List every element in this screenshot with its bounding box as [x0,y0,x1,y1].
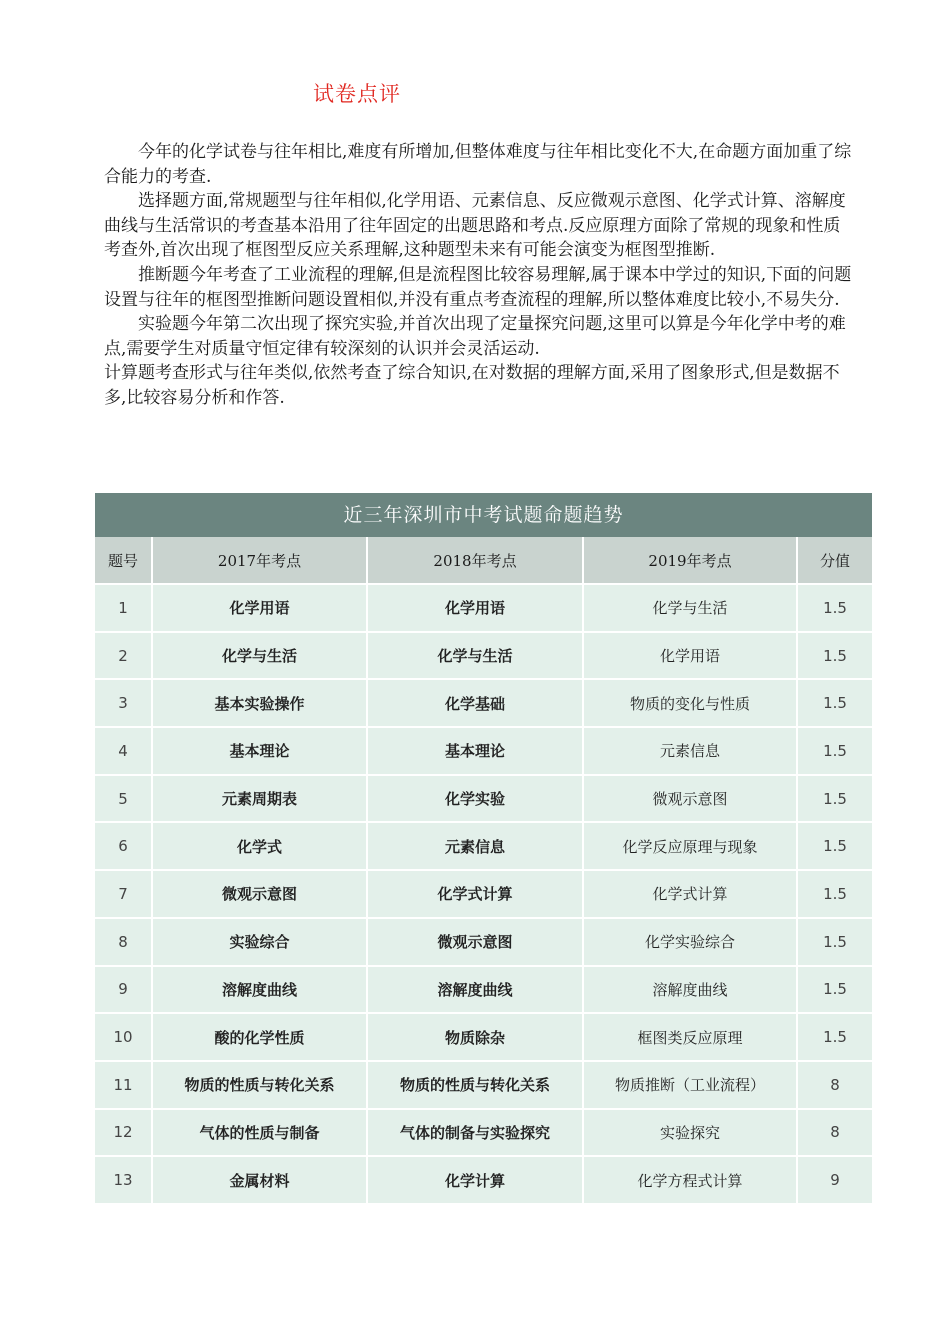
cell-topic-2017: 溶解度曲线 [152,966,367,1014]
trend-table [95,493,872,1203]
cell-topic-2017: 微观示意图 [152,870,367,918]
cell-score: 1.5 [797,727,872,775]
cell-topic-2017: 化学与生活 [152,632,367,680]
header-2017: 2017年考点 [152,537,367,584]
cell-score: 1.5 [797,775,872,823]
cell-question-number: 2 [95,632,152,680]
cell-score: 1.5 [797,822,872,870]
cell-topic-2018: 化学基础 [367,679,583,727]
cell-question-number: 12 [95,1109,152,1157]
table-header-row [95,537,872,584]
cell-score: 9 [797,1156,872,1203]
cell-topic-2018: 化学与生活 [367,632,583,680]
cell-topic-2019: 化学方程式计算 [583,1156,797,1203]
cell-topic-2019: 化学式计算 [583,870,797,918]
cell-topic-2017: 物质的性质与转化关系 [152,1061,367,1109]
paragraph-overall: 今年的化学试卷与往年相比,难度有所增加,但整体难度与往年相比变化不大,在命题方面加重了综合能力的考查. [104,142,852,187]
cell-question-number: 3 [95,679,152,727]
table-row [95,679,872,727]
cell-topic-2019: 化学反应原理与现象 [583,822,797,870]
table-row [95,1156,872,1203]
table-caption: 近三年深圳市中考试题命题趋势 [95,493,872,537]
cell-question-number: 9 [95,966,152,1014]
cell-score: 1.5 [797,632,872,680]
paragraph-experiment: 实验题今年第二次出现了探究实验,并首次出现了定量探究问题,这里可以算是今年化学中考的难点,需要学生对质量守恒定律有较深刻的认识并会灵活运动. [104,314,846,359]
cell-topic-2019: 实验探究 [583,1109,797,1157]
cell-topic-2017: 化学式 [152,822,367,870]
header-question-number: 题号 [95,537,152,584]
table-row [95,1109,872,1157]
cell-score: 1.5 [797,966,872,1014]
table-row [95,918,872,966]
cell-topic-2017: 化学用语 [152,584,367,632]
cell-topic-2018: 微观示意图 [367,918,583,966]
cell-topic-2019: 化学实验综合 [583,918,797,966]
cell-score: 1.5 [797,584,872,632]
cell-score: 1.5 [797,1013,872,1061]
cell-topic-2019: 元素信息 [583,727,797,775]
cell-topic-2018: 化学实验 [367,775,583,823]
table-row [95,966,872,1014]
cell-question-number: 11 [95,1061,152,1109]
cell-score: 1.5 [797,870,872,918]
cell-question-number: 1 [95,584,152,632]
cell-topic-2018: 化学计算 [367,1156,583,1203]
page-title: 试卷点评 [313,82,401,106]
table-row [95,870,872,918]
cell-topic-2018: 基本理论 [367,727,583,775]
cell-topic-2017: 基本理论 [152,727,367,775]
table-row [95,1061,872,1109]
table-row [95,632,872,680]
paragraph-inference: 推断题今年考查了工业流程的理解,但是流程图比较容易理解,属于课本中学过的知识,下面的问题设置与往年的框图型推断问题设置相似,并没有重点考查流程的理解,所以整体难度比较小,不易失分. [104,264,852,310]
cell-topic-2018: 化学式计算 [367,870,583,918]
paragraph-calculation: 计算题考查形式与往年类似,依然考查了综合知识,在对数据的理解方面,采用了图象形式,但是数据不多,比较容易分析和作答. [104,363,840,408]
cell-topic-2017: 气体的性质与制备 [152,1109,367,1157]
cell-topic-2018: 溶解度曲线 [367,966,583,1014]
cell-topic-2018: 气体的制备与实验探究 [367,1109,583,1157]
review-text [104,140,856,411]
cell-score: 8 [797,1061,872,1109]
cell-question-number: 6 [95,822,152,870]
cell-question-number: 8 [95,918,152,966]
cell-topic-2018: 物质除杂 [367,1013,583,1061]
cell-topic-2019: 框图类反应原理 [583,1013,797,1061]
cell-question-number: 10 [95,1013,152,1061]
table-row [95,822,872,870]
cell-topic-2019: 溶解度曲线 [583,966,797,1014]
cell-question-number: 5 [95,775,152,823]
header-score: 分值 [797,537,872,584]
header-2019: 2019年考点 [583,537,797,584]
cell-topic-2017: 元素周期表 [152,775,367,823]
cell-topic-2019: 化学与生活 [583,584,797,632]
cell-topic-2017: 基本实验操作 [152,679,367,727]
cell-topic-2018: 化学用语 [367,584,583,632]
header-2018: 2018年考点 [367,537,583,584]
cell-topic-2018: 元素信息 [367,822,583,870]
table-body [95,584,872,1203]
table-row [95,584,872,632]
cell-question-number: 4 [95,727,152,775]
cell-score: 1.5 [797,679,872,727]
cell-topic-2017: 酸的化学性质 [152,1013,367,1061]
table-row [95,1013,872,1061]
cell-score: 8 [797,1109,872,1157]
cell-topic-2018: 物质的性质与转化关系 [367,1061,583,1109]
table-row [95,775,872,823]
paragraph-multiple-choice: 选择题方面,常规题型与往年相似,化学用语、元素信息、反应微观示意图、化学式计算、溶解度曲线与生活常识的考查基本沿用了往年固定的出题思路和考点.反应原理方面除了常规的现象和性质考查外,首次出现了框图型反应关系理解,这种题型未来有可能会演变为框图型推断. [104,191,846,261]
cell-topic-2017: 金属材料 [152,1156,367,1203]
cell-score: 1.5 [797,918,872,966]
cell-question-number: 13 [95,1156,152,1203]
cell-topic-2019: 物质的变化与性质 [583,679,797,727]
cell-topic-2019: 物质推断（工业流程） [583,1061,797,1109]
cell-topic-2019: 化学用语 [583,632,797,680]
cell-topic-2017: 实验综合 [152,918,367,966]
cell-topic-2019: 微观示意图 [583,775,797,823]
table-row [95,727,872,775]
cell-question-number: 7 [95,870,152,918]
